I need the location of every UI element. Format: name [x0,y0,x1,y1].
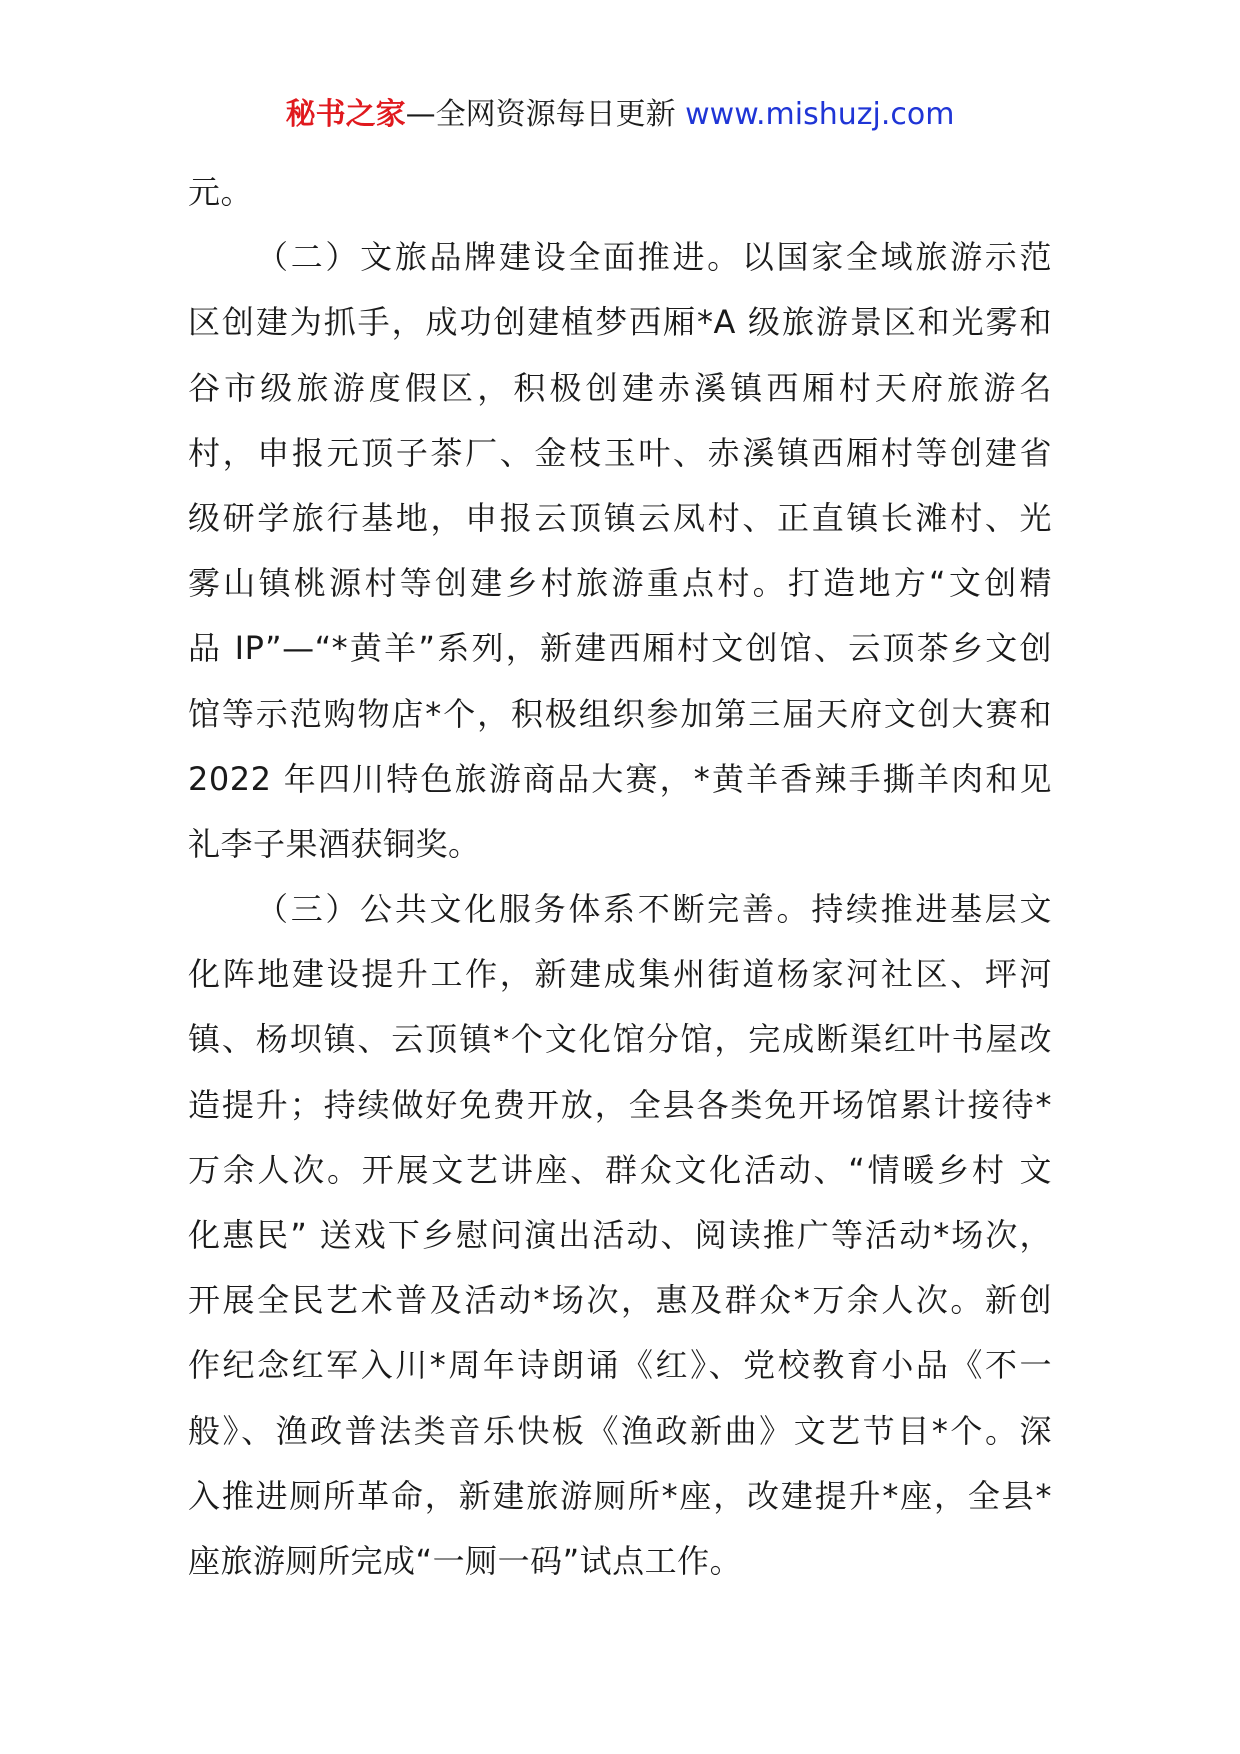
text-line: 般》、渔政普法类音乐快板《渔政新曲》文艺节目*个。深 [188,1411,1052,1450]
text-line: 2022 年四川特色旅游商品大赛，*黄羊香辣手撕羊肉和见 [188,759,1052,798]
brand-name: 秘书之家 [285,97,406,132]
text-line: 入推进厕所革命，新建旅游厕所*座，改建提升*座，全县* [188,1476,1052,1515]
text-line: 村，申报元顶子茶厂、金枝玉叶、赤溪镇西厢村等创建省 [188,433,1052,472]
header-tagline: —全网资源每日更新 [405,97,686,132]
text-line: （二）文旅品牌建设全面推进。以国家全域旅游示范 [256,238,1052,277]
text-line: 镇、杨坝镇、云顶镇*个文化馆分馆，完成断渠红叶书屋改 [188,1020,1052,1059]
text-line: 万余人次。开展文艺讲座、群众文化活动、“情暖乡村 文 [188,1150,1052,1189]
text-line: 区创建为抓手，成功创建植梦西厢*A 级旅游景区和光雾和 [188,303,1052,342]
text-line: 座旅游厕所完成“一厕一码”试点工作。 [188,1541,743,1580]
text-line: 元。 [188,173,254,211]
text-line: 礼李子果酒获铜奖。 [188,824,481,863]
text-line: 化阵地建设提升工作，新建成集州街道杨家河社区、坪河 [188,955,1052,994]
text-line: 级研学旅行基地，申报云顶镇云凤村、正直镇长滩村、光 [188,498,1052,537]
document-body [188,160,1052,1594]
text-line: 开展全民艺术普及活动*场次，惠及群众*万余人次。新创 [188,1281,1052,1320]
text-line: 谷市级旅游度假区，积极创建赤溪镇西厢村天府旅游名 [188,368,1052,407]
text-line: 馆等示范购物店*个，积极组织参加第三届天府文创大赛和 [188,694,1052,733]
site-header [0,95,1240,135]
site-url-link[interactable]: www.mishuzj.com [685,97,955,132]
text-line: 化惠民” 送戏下乡慰问演出活动、阅读推广等活动*场次， [188,1216,1052,1254]
text-line: 雾山镇桃源村等创建乡村旅游重点村。打造地方“文创精 [188,564,1052,603]
text-line: 作纪念红军入川*周年诗朗诵《红》、党校教育小品《不一 [188,1346,1052,1385]
text-line: 造提升；持续做好免费开放，全县各类免开场馆累计接待* [188,1085,1052,1124]
text-line: 品 IP”—“*黄羊”系列，新建西厢村文创馆、云顶茶乡文创 [188,629,1052,668]
text-line: （三）公共文化服务体系不断完善。持续推进基层文 [256,890,1052,929]
